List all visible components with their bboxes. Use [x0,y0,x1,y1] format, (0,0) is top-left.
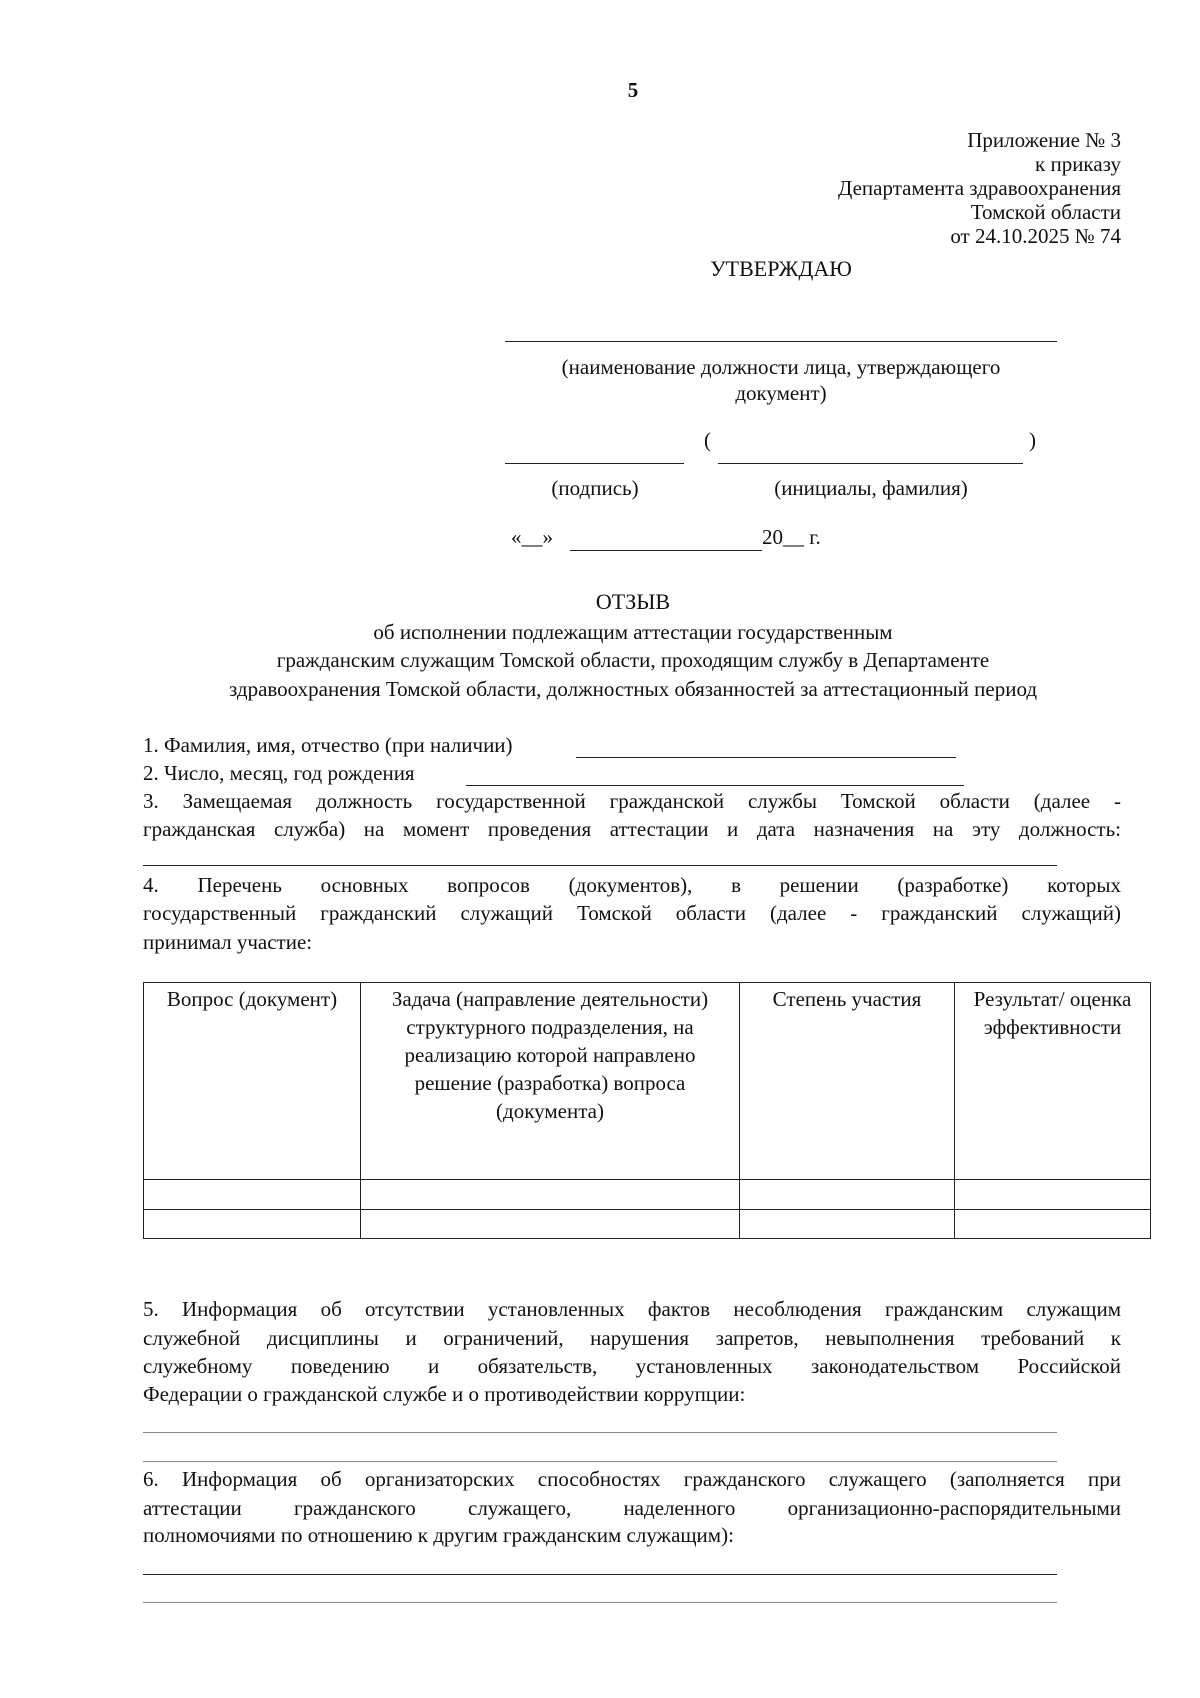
appendix-block [838,128,1121,248]
approve-title: УТВЕРЖДАЮ [710,256,852,281]
item-4-text: государственный гражданский служащий Томской области (далее - гражданский служащий) [143,901,1121,925]
table-row [144,1210,1151,1239]
signature-caption: (подпись) [551,476,639,500]
appendix-line: к приказу [1035,152,1121,176]
signature-line [505,463,684,464]
position-caption: документ) [735,381,827,405]
table-cell[interactable] [144,1210,361,1239]
appendix-line: от 24.10.2025 № 74 [950,224,1121,248]
table-cell[interactable] [740,1180,955,1210]
table-cell[interactable] [144,1180,361,1210]
position-line [505,341,1057,342]
header-result: Результат/ оценка эффективности [955,983,1151,1180]
table-cell[interactable] [955,1210,1151,1239]
item-4-text: 4. Перечень основных вопросов (документов), в решении (разработке) которых [143,873,1121,897]
name-line [718,463,1023,464]
item-4-text: принимал участие: [143,930,313,954]
item-6-text: полномочиями по отношению к другим гражданским служащим): [143,1523,734,1547]
date-year: 20__ г. [762,525,821,549]
table-cell[interactable] [955,1180,1151,1210]
item-3-text: 3. Замещаемая должность государственной гражданской службы Томской области (далее - [143,789,1121,813]
appendix-line: Приложение № 3 [967,128,1121,152]
position-caption: (наименование должности лица, утверждающего [561,355,1001,379]
item-1-label: 1. Фамилия, имя, отчество (при наличии) [143,733,513,757]
item-5-fill-line [143,1432,1057,1433]
table-cell[interactable] [740,1210,955,1239]
header-task: Задача (направление деятельности) структурного подразделения, на реализацию которой направлено решение (разработка) вопроса (документа) [361,983,740,1180]
item-3-fill-line [143,865,1057,866]
header-question: Вопрос (документ) [144,983,361,1180]
table-cell[interactable] [361,1180,740,1210]
item-2-fill-line [466,785,964,786]
table-cell[interactable] [361,1210,740,1239]
item-6-fill-line [143,1602,1057,1603]
document-title: ОТЗЫВ [595,589,671,614]
item-6-text: 6. Информация об организаторских способностях гражданского служащего (заполняется при [143,1467,1121,1491]
item-2-label: 2. Число, месяц, год рождения [143,761,415,785]
document-subtitle: гражданским служащим Томской области, проходящим службу в Департаменте [276,648,990,672]
item-6-fill-line [143,1574,1057,1575]
item-5-text: служебному поведению и обязательств, установленных законодательством Российской [143,1354,1121,1378]
item-5-text: служебной дисциплины и ограничений, нарушения запретов, невыполнения требований к [143,1326,1121,1350]
item-3-text: гражданская служба) на момент проведения аттестации и дата назначения на эту должность: [143,817,1121,841]
item-1-fill-line [576,757,956,758]
table-row [144,1180,1151,1210]
close-paren: ) [1029,428,1036,452]
page-number: 5 [627,78,639,102]
appendix-line: Томской области [970,200,1121,224]
item-5-text: 5. Информация об отсутствии установленных фактов несоблюдения гражданским служащим [143,1297,1121,1321]
appendix-line: Департамента здравоохранения [838,176,1121,200]
item-5-fill-line [143,1461,1057,1462]
item-6-text: аттестации гражданского служащего, наделенного организационно-распорядительными [143,1496,1121,1520]
questions-table [143,982,1151,1239]
document-subtitle: здравоохранения Томской области, должностных обязанностей за аттестационный период [228,677,1038,701]
item-5-text: Федерации о гражданской службе и о противодействии коррупции: [143,1382,746,1406]
date-month-line [570,550,762,551]
header-participation: Степень участия [740,983,955,1180]
name-caption: (инициалы, фамилия) [774,476,968,500]
open-paren: ( [704,428,711,452]
document-subtitle: об исполнении подлежащим аттестации государственным [373,620,893,644]
date-day: «__» [511,525,553,549]
